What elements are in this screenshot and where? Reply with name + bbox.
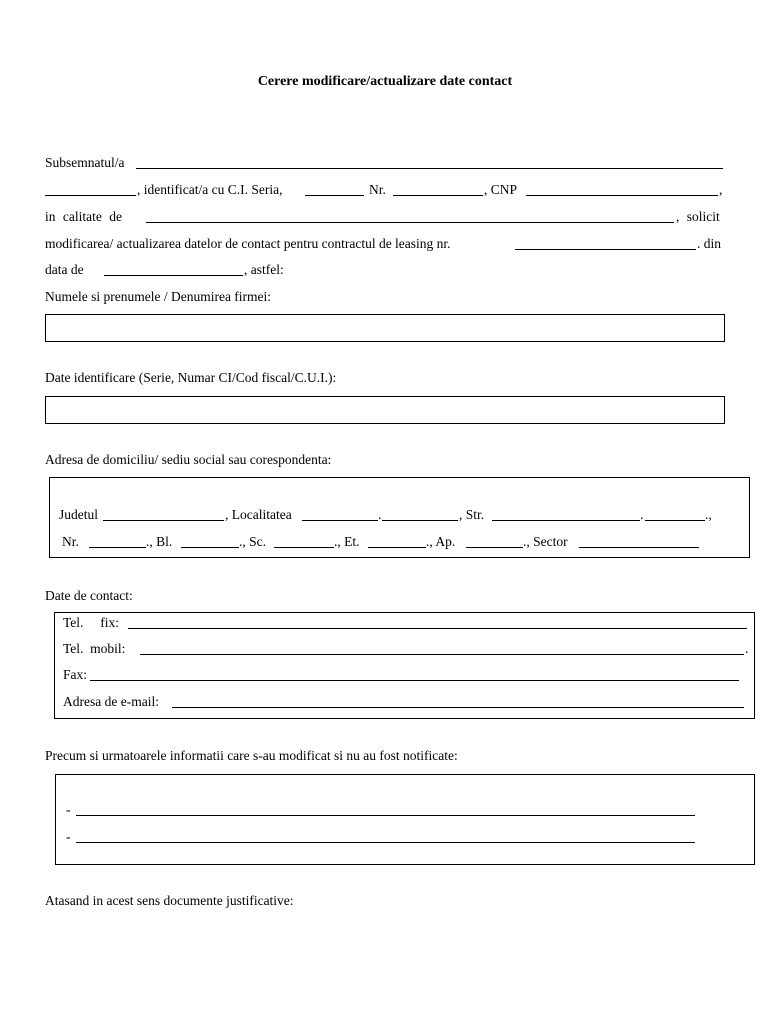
name-line[interactable] — [136, 168, 723, 169]
identificat-text: , identificat/a cu C.I. Seria, — [137, 182, 283, 197]
comma-end: , — [719, 182, 723, 197]
tel-fix-label: Tel. fix: — [63, 615, 120, 630]
name-field[interactable] — [45, 314, 725, 342]
subsemnatul-label: Subsemnatul/a — [45, 155, 125, 170]
ap-label: ., Ap. — [426, 534, 456, 549]
sector-label: ., Sector — [523, 534, 568, 549]
street-dot: . — [640, 507, 644, 522]
cnp-label: , CNP — [484, 182, 518, 197]
bl-line[interactable] — [181, 547, 239, 548]
data-de-label: data de — [45, 262, 84, 277]
localitatea-line-1[interactable] — [302, 520, 378, 521]
sc-label: ., Sc. — [239, 534, 266, 549]
judetul-label: Judetul — [59, 507, 98, 522]
other-line-1[interactable] — [76, 815, 695, 816]
tel-fix-line[interactable] — [128, 628, 747, 629]
nr-address-label: Nr. — [62, 534, 79, 549]
fax-line[interactable] — [90, 680, 739, 681]
other-line-2[interactable] — [76, 842, 695, 843]
sector-line[interactable] — [579, 547, 699, 548]
other-section-label: Precum si urmatoarele informatii care s-au modificat si nu au fost notificate: — [45, 748, 458, 763]
din-text: . din — [697, 236, 722, 251]
street-line-1[interactable] — [492, 520, 640, 521]
et-line[interactable] — [368, 547, 426, 548]
judetul-line[interactable] — [103, 520, 224, 521]
email-line[interactable] — [172, 707, 744, 708]
ci-number-line[interactable] — [393, 195, 483, 196]
closing-text: Atasand in acest sens documente justificative: — [45, 893, 294, 908]
other-box — [55, 774, 755, 865]
str-label: , Str. — [459, 507, 485, 522]
email-label: Adresa de e-mail: — [63, 694, 159, 709]
et-label: ., Et. — [334, 534, 360, 549]
dash-2: - — [66, 829, 71, 844]
tel-mobil-end: . — [745, 641, 749, 656]
localitatea-line-2[interactable] — [382, 520, 458, 521]
dash-1: - — [66, 802, 71, 817]
date-line[interactable] — [104, 275, 243, 276]
bl-label: ., Bl. — [146, 534, 173, 549]
modificarea-text: modificarea/ actualizarea datelor de contact pentru contractul de leasing nr. — [45, 236, 451, 251]
id-prefix-line[interactable] — [45, 195, 136, 196]
capacity-line[interactable] — [146, 222, 674, 223]
cnp-line[interactable] — [526, 195, 718, 196]
street-line-2[interactable] — [645, 520, 705, 521]
nr-label: Nr. — [369, 182, 386, 197]
ap-line[interactable] — [466, 547, 523, 548]
address-section-label: Adresa de domiciliu/ sediu social sau corespondenta: — [45, 452, 332, 467]
contact-section-label: Date de contact: — [45, 588, 133, 603]
id-section-label: Date identificare (Serie, Numar CI/Cod fiscal/C.U.I.): — [45, 370, 337, 385]
tel-mobil-label: Tel. mobil: — [63, 641, 126, 656]
contract-number-line[interactable] — [515, 249, 696, 250]
id-field[interactable] — [45, 396, 725, 424]
tel-mobil-line[interactable] — [140, 654, 744, 655]
fax-label: Fax: — [63, 667, 88, 682]
page-title: Cerere modificare/actualizare date contact — [257, 74, 513, 89]
street-end: ., — [705, 507, 712, 522]
astfel-text: , astfel: — [244, 262, 284, 277]
in-calitate-label: in calitate de — [45, 209, 122, 224]
localitatea-dot: . — [378, 507, 382, 522]
name-section-label: Numele si prenumele / Denumirea firmei: — [45, 289, 272, 304]
nr-address-line[interactable] — [89, 547, 146, 548]
ci-series-line[interactable] — [305, 195, 364, 196]
solicit-text: , solicit — [676, 209, 720, 224]
sc-line[interactable] — [274, 547, 334, 548]
localitatea-label: , Localitatea — [225, 507, 292, 522]
